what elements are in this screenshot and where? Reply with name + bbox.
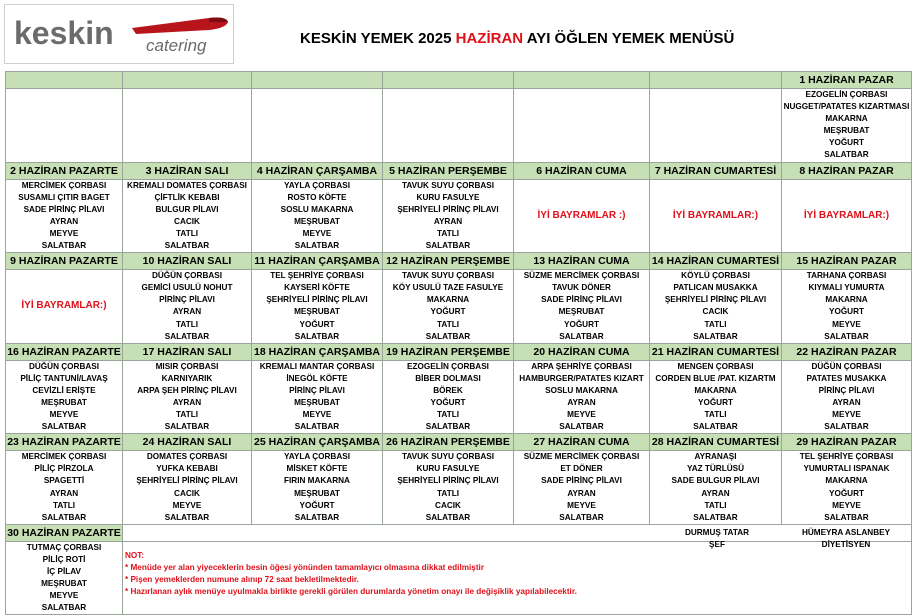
day-date-cell: 8 HAZİRAN PAZAR [782, 162, 912, 179]
menu-item: YOĞURT [299, 319, 335, 329]
day-menu-cell [252, 270, 383, 344]
menu-item: SADE BULGUR PİLAVI [671, 476, 760, 486]
menu-item: KÖYLÜ ÇORBASI [681, 271, 750, 281]
menu-item: YOĞURT [299, 500, 335, 510]
menu-item: AYRAN [49, 216, 79, 226]
day-date-cell: 23 HAZİRAN PAZARTE [6, 434, 123, 451]
menu-item: PİLİÇ PİRZOLA [34, 464, 94, 474]
day-date-cell [514, 72, 650, 89]
menu-item: SALATBAR [824, 512, 869, 522]
menu-item: SALATBAR [164, 512, 210, 522]
day-menu-cell [514, 179, 650, 253]
menu-item: ŞEHRİYELİ PİRİNÇ PİLAVI [266, 295, 368, 305]
menu-item: ARPA ŞEH PİRİNÇ PİLAVI [137, 385, 237, 395]
menu-item: SALATBAR [693, 512, 738, 522]
menu-item: TATLI [437, 488, 459, 498]
menu-item: TATLI [176, 228, 198, 238]
menu-item: EZOGELİN ÇORBASI [407, 361, 489, 371]
menu-item: KÖY USULÜ TAZE FASULYE [392, 283, 504, 293]
day-menu-cell [6, 451, 123, 525]
menu-item: SALATBAR [294, 241, 340, 251]
menu-item: BİBER DOLMASI [415, 373, 481, 383]
day-date-cell: 9 HAZİRAN PAZARTE [6, 253, 123, 270]
menu-item: SALATBAR [559, 512, 604, 522]
menu-item: SALATBAR [41, 512, 87, 522]
day-date-cell: 12 HAZİRAN PERŞEMBE [383, 253, 514, 270]
menu-item: TATLI [176, 410, 198, 420]
menu-item: MISIR ÇORBASI [155, 361, 219, 371]
day-date-cell: 27 HAZİRAN CUMA [514, 434, 650, 451]
menu-item: TATLI [176, 319, 198, 329]
menu-item: ŞEHRİYELİ PİRİNÇ PİLAVI [136, 476, 238, 486]
day-date-cell: 2 HAZİRAN PAZARTE [6, 162, 123, 179]
day-date-cell: 3 HAZİRAN SALI [123, 162, 252, 179]
menu-item: SPAGETTİ [43, 476, 85, 486]
day-menu-cell [782, 451, 912, 525]
menu-item: ET DÖNER [560, 464, 603, 474]
date-header-row [6, 162, 912, 179]
day-menu-cell [782, 360, 912, 434]
logo-graphic [4, 4, 234, 64]
notes-block [125, 550, 577, 598]
menu-item: YAYLA ÇORBASI [284, 452, 350, 462]
holiday-message: İYİ BAYRAMLAR:) [672, 209, 759, 221]
menu-item: YOĞURT [430, 307, 466, 317]
menu-item: SÜZME MERCİMEK ÇORBASI [523, 271, 640, 281]
menu-item: AYRANAŞI [694, 452, 737, 462]
menu-item: SALATBAR [164, 241, 210, 251]
day-menu-cell [6, 270, 123, 344]
day-menu-cell [383, 451, 514, 525]
menu-item: YAYLA ÇORBASI [284, 180, 350, 190]
menu-item: MEŞRUBAT [294, 397, 340, 407]
menu-item: ŞEHRİYELİ PİRİNÇ PİLAVI [397, 476, 499, 486]
day-menu-cell [514, 89, 650, 163]
menu-item: AYRAN [832, 397, 861, 407]
day-menu-cell [123, 89, 252, 163]
day-menu-cell [514, 360, 650, 434]
menu-item: MEYVE [832, 319, 861, 329]
menu-item: AYRAN [433, 216, 463, 226]
note-line: * Hazırlanan aylık menüye uyulmakla birlikte gerekli görülen durumlarda yönetim onayı ile değişiklik yapılabilecektir. [125, 587, 577, 596]
menu-item: TATLI [437, 319, 459, 329]
menu-item: MEYVE [172, 500, 202, 510]
logo-sub-text: catering [146, 36, 207, 55]
menu-item: MEYVE [567, 500, 596, 510]
menu-item: MEŞRUBAT [558, 307, 605, 317]
title-prefix: KESKİN YEMEK 2025 [300, 30, 456, 47]
menu-item: PİRİNÇ PİLAVI [289, 385, 345, 395]
menu-item: MEYVE [832, 410, 861, 420]
day-menu-cell [6, 89, 123, 163]
menu-item: SALATBAR [425, 331, 471, 341]
day-menu-cell [383, 360, 514, 434]
dietitian-name: HÜMEYRA ASLANBEY [801, 528, 891, 537]
day-menu-cell [383, 179, 514, 253]
note-line: * Menüde yer alan yiyeceklerin besin öğesi yönünden tamamlayıcı olmasına dikkat edilmiştir [125, 563, 485, 572]
menu-item: PİLİÇ TANTUNİ/LAVAŞ [20, 373, 108, 383]
menu-item: KIYMALI YUMURTA [808, 283, 885, 293]
day-menu-cell [252, 360, 383, 434]
menu-item: MAKARNA [825, 295, 868, 305]
menu-item: ŞEHRİYELİ PİRİNÇ PİLAVI [397, 204, 499, 214]
day-date-cell: 15 HAZİRAN PAZAR [782, 253, 912, 270]
menu-item: MERCİMEK ÇORBASI [21, 180, 107, 190]
day-menu-cell [782, 89, 912, 163]
menu-item: SALATBAR [164, 331, 210, 341]
day-menu-cell [650, 89, 782, 163]
day-date-cell [6, 72, 123, 89]
day-date-cell: 22 HAZİRAN PAZAR [782, 343, 912, 360]
menu-item: AYRAN [172, 397, 202, 407]
menu-item: ROSTO KÖFTE [287, 192, 347, 202]
note-line: * Pişen yemeklerden numune alınıp 72 saat bekletilmektedir. [125, 575, 359, 584]
menu-item: SALATBAR [693, 331, 738, 341]
menu-items-row [6, 179, 912, 253]
day-date-cell: 16 HAZİRAN PAZARTE [6, 343, 123, 360]
menu-body [6, 72, 912, 615]
menu-item: MEYVE [49, 228, 79, 238]
menu-item: GEMİCİ USULÜ NOHUT [141, 283, 233, 293]
menu-item: SADE PİRİNÇ PİLAVI [541, 476, 622, 486]
menu-item: KREMALI MANTAR ÇORBASI [259, 361, 375, 371]
day-menu-cell [123, 179, 252, 253]
menu-item: CACIK [174, 216, 200, 226]
menu-item: SALATBAR [824, 331, 869, 341]
menu-item: MEŞRUBAT [294, 307, 340, 317]
menu-item: KREMALI DOMATES ÇORBASI [127, 180, 247, 190]
menu-item: TATLI [704, 500, 727, 510]
menu-item: TAVUK DÖNER [552, 283, 611, 293]
chef-signature [672, 527, 762, 551]
menu-item: MEŞRUBAT [823, 126, 870, 136]
title-month: HAZİRAN [455, 30, 524, 47]
date-header-row [6, 72, 912, 89]
day-date-cell: 30 HAZİRAN PAZARTE [6, 524, 123, 541]
menu-item: AYRAN [567, 488, 596, 498]
menu-item: SALATBAR [41, 422, 87, 432]
day-menu-cell [514, 451, 650, 525]
menu-item: SADE PİRİNÇ PİLAVI [541, 295, 622, 305]
date-header-row [6, 343, 912, 360]
day-date-cell: 13 HAZİRAN CUMA [514, 253, 650, 270]
menu-item: İNEGÖL KÖFTE [286, 373, 348, 383]
menu-item: TATLI [437, 410, 459, 420]
day-date-cell: 28 HAZİRAN CUMARTESİ [650, 434, 782, 451]
menu-item: SÜZME MERCİMEK ÇORBASI [523, 452, 640, 462]
menu-item: MENGEN ÇORBASI [677, 361, 754, 371]
day-date-cell: 25 HAZİRAN ÇARŞAMBA [252, 434, 383, 451]
title-suffix: AYI ÖĞLEN YEMEK MENÜSÜ [523, 30, 735, 47]
day-date-cell: 20 HAZİRAN CUMA [514, 343, 650, 360]
day-date-cell: 10 HAZİRAN SALI [123, 253, 252, 270]
day-date-cell: 7 HAZİRAN CUMARTESİ [650, 162, 782, 179]
menu-item: KURU FASULYE [416, 464, 480, 474]
menu-item: CEVİZLİ ERİŞTE [32, 385, 96, 395]
menu-item: TAVUK SUYU ÇORBASI [401, 180, 495, 190]
day-date-cell: 24 HAZİRAN SALI [123, 434, 252, 451]
menu-item: HAMBURGER/PATATES KIZART [519, 373, 644, 383]
menu-items-row [6, 270, 912, 344]
day-date-cell: 21 HAZİRAN CUMARTESİ [650, 343, 782, 360]
menu-item: PATLICAN MUSAKKA [673, 283, 758, 293]
menu-item: YOĞURT [828, 488, 865, 498]
menu-item: SALATBAR [294, 331, 340, 341]
dietitian-signature [790, 527, 902, 551]
day-menu-cell [6, 541, 123, 615]
day-menu-cell [650, 360, 782, 434]
day-date-cell: 14 HAZİRAN CUMARTESİ [650, 253, 782, 270]
date-header-row [6, 524, 912, 541]
menu-item: SALATBAR [425, 512, 471, 522]
holiday-message: İYİ BAYRAMLAR:) [803, 209, 890, 221]
menu-item: MEŞRUBAT [294, 216, 340, 226]
chef-name: DURMUŞ TATAR [684, 528, 750, 537]
menu-item: MEYVE [302, 228, 332, 238]
day-menu-cell [782, 270, 912, 344]
menu-item: PİRİNÇ PİLAVI [159, 295, 215, 305]
day-menu-cell [123, 270, 252, 344]
menu-item: BÖREK [433, 385, 463, 395]
menu-item: YUFKA KEBABI [156, 464, 218, 474]
day-menu-cell [514, 270, 650, 344]
menu-item: İÇ PİLAV [47, 567, 81, 576]
menu-item: TUTMAÇ ÇORBASI [26, 542, 102, 552]
menu-item: PATATES MUSAKKA [806, 373, 887, 383]
day-date-cell [650, 72, 782, 89]
menu-item: YOĞURT [430, 397, 466, 407]
menu-item: BULGUR PİLAVI [155, 204, 219, 214]
menu-item: TEL ŞEHRİYE ÇORBASI [270, 271, 364, 281]
day-date-cell: 6 HAZİRAN CUMA [514, 162, 650, 179]
menu-item: PİLİÇ ROTİ [42, 554, 86, 564]
menu-item: TAVUK SUYU ÇORBASI [401, 271, 495, 281]
menu-item: CORDEN BLUE /PAT. KIZARTM [655, 373, 776, 383]
menu-item: SALATBAR [824, 422, 869, 432]
menu-item: SALATBAR [559, 422, 604, 432]
menu-item: SALATBAR [425, 241, 471, 251]
menu-item: FIRIN MAKARNA [284, 476, 350, 486]
menu-item: YOĞURT [828, 307, 865, 317]
menu-item: DOMATES ÇORBASI [146, 452, 228, 462]
menu-item: SALATBAR [693, 422, 738, 432]
menu-item: MEŞRUBAT [41, 397, 87, 407]
day-menu-cell [252, 451, 383, 525]
day-date-cell: 5 HAZİRAN PERŞEMBE [383, 162, 514, 179]
menu-item: CACIK [702, 307, 729, 317]
menu-item: DÜĞÜN ÇORBASI [28, 361, 100, 371]
menu-item: TATLI [704, 319, 727, 329]
day-date-cell [123, 72, 252, 89]
menu-item: ŞEHRİYELİ PİRİNÇ PİLAVI [664, 295, 767, 305]
day-date-cell [252, 72, 383, 89]
menu-item: MAKARNA [426, 295, 470, 305]
menu-item: TATLI [53, 500, 75, 510]
menu-item: SALATBAR [425, 422, 471, 432]
menu-item: AYRAN [567, 397, 596, 407]
day-menu-cell [252, 179, 383, 253]
day-menu-cell [6, 360, 123, 434]
day-menu-cell [650, 451, 782, 525]
day-date-cell: 18 HAZİRAN ÇARŞAMBA [252, 343, 383, 360]
menu-item: YOĞURT [828, 138, 865, 148]
menu-item: SADE PİRİNÇ PİLAVI [23, 204, 105, 214]
menu-item: MEYVE [49, 410, 79, 420]
menu-item: SOSLU MAKARNA [545, 385, 618, 395]
menu-item: TATLI [437, 228, 459, 238]
date-header-row [6, 434, 912, 451]
menu-item: KURU FASULYE [416, 192, 480, 202]
day-menu-cell [123, 451, 252, 525]
menu-item: SALATBAR [294, 422, 340, 432]
menu-item: ÇİFTLİK KEBABI [154, 192, 220, 202]
menu-item: MEŞRUBAT [294, 488, 340, 498]
menu-item: TEL ŞEHRİYE ÇORBASI [799, 452, 894, 462]
dietitian-role: DİYETİSYEN [821, 540, 871, 549]
day-date-cell: 11 HAZİRAN ÇARŞAMBA [252, 253, 383, 270]
menu-item: MEYVE [567, 410, 596, 420]
menu-item: AYRAN [49, 488, 79, 498]
day-menu-cell [252, 89, 383, 163]
note-line: NOT: [125, 551, 145, 560]
menu-item: YOĞURT [563, 319, 600, 329]
menu-table [5, 71, 912, 615]
menu-item: EZOGELİN ÇORBASI [805, 90, 888, 99]
menu-item: NUGGET/PATATES KIZARTMASI [783, 102, 910, 112]
menu-item: DÜĞÜN ÇORBASI [811, 361, 882, 371]
menu-item: MERCİMEK ÇORBASI [21, 452, 107, 462]
day-menu-cell [383, 270, 514, 344]
menu-item: MEYVE [832, 500, 861, 510]
menu-item: SALATBAR [164, 422, 210, 432]
day-menu-cell [6, 179, 123, 253]
day-date-cell: 26 HAZİRAN PERŞEMBE [383, 434, 514, 451]
menu-item: TARHANA ÇORBASI [806, 271, 887, 281]
menu-item: YOĞURT [697, 397, 734, 407]
menu-item: YUMURTALI ISPANAK [803, 464, 890, 474]
menu-item: AYRAN [701, 488, 730, 498]
menu-item: YAZ TÜRLÜSÜ [686, 464, 744, 474]
menu-item: SALATBAR [294, 512, 340, 522]
page-title [300, 30, 734, 47]
menu-items-row [6, 360, 912, 434]
menu-item: KAYSERİ KÖFTE [284, 283, 350, 293]
menu-item: SALATBAR [824, 150, 869, 160]
menu-item: ARPA ŞEHRİYE ÇORBASI [531, 361, 632, 371]
day-menu-cell [650, 270, 782, 344]
chef-role: ŞEF [709, 540, 725, 549]
day-date-cell: 19 HAZİRAN PERŞEMBE [383, 343, 514, 360]
day-date-cell: 4 HAZİRAN ÇARŞAMBA [252, 162, 383, 179]
menu-item: CACIK [174, 488, 200, 498]
menu-item: SALATBAR [559, 331, 604, 341]
menu-item: SALATBAR [41, 241, 87, 251]
menu-item: DÜĞÜN ÇORBASI [151, 271, 223, 281]
menu-items-row [6, 89, 912, 163]
menu-item: SUSAMLI ÇITIR BAGET [18, 192, 110, 202]
menu-item: CACIK [435, 500, 461, 510]
menu-item: SOSLU MAKARNA [280, 204, 354, 214]
menu-items-row [6, 451, 912, 525]
menu-item: MAKARNA [694, 385, 737, 395]
company-logo [4, 4, 234, 64]
menu-item: PİRİNÇ PİLAVI [818, 385, 875, 395]
menu-item: TAVUK SUYU ÇORBASI [401, 452, 495, 462]
day-date-cell [383, 72, 514, 89]
date-header-row [6, 253, 912, 270]
day-menu-cell [782, 179, 912, 253]
day-date-cell: 1 HAZİRAN PAZAR [782, 72, 912, 89]
day-date-cell: 29 HAZİRAN PAZAR [782, 434, 912, 451]
day-date-cell: 17 HAZİRAN SALI [123, 343, 252, 360]
menu-item: MEYVE [302, 410, 332, 420]
menu-item: KARNIYARIK [161, 373, 213, 383]
day-menu-cell [383, 89, 514, 163]
menu-item: MAKARNA [825, 114, 868, 124]
menu-item: MİSKET KÖFTE [286, 464, 348, 474]
day-menu-cell [650, 179, 782, 253]
menu-item: MAKARNA [825, 476, 868, 486]
logo-brand-text: keskin [14, 15, 114, 51]
menu-item: TATLI [704, 410, 727, 420]
day-menu-cell [123, 360, 252, 434]
holiday-message: İYİ BAYRAMLAR:) [21, 300, 107, 312]
menu-item: MEYVE [49, 591, 79, 601]
holiday-message: İYİ BAYRAMLAR :) [537, 209, 626, 221]
menu-item: AYRAN [172, 307, 202, 317]
menu-item: MEŞRUBAT [41, 579, 87, 589]
menu-item: SALATBAR [41, 603, 87, 613]
